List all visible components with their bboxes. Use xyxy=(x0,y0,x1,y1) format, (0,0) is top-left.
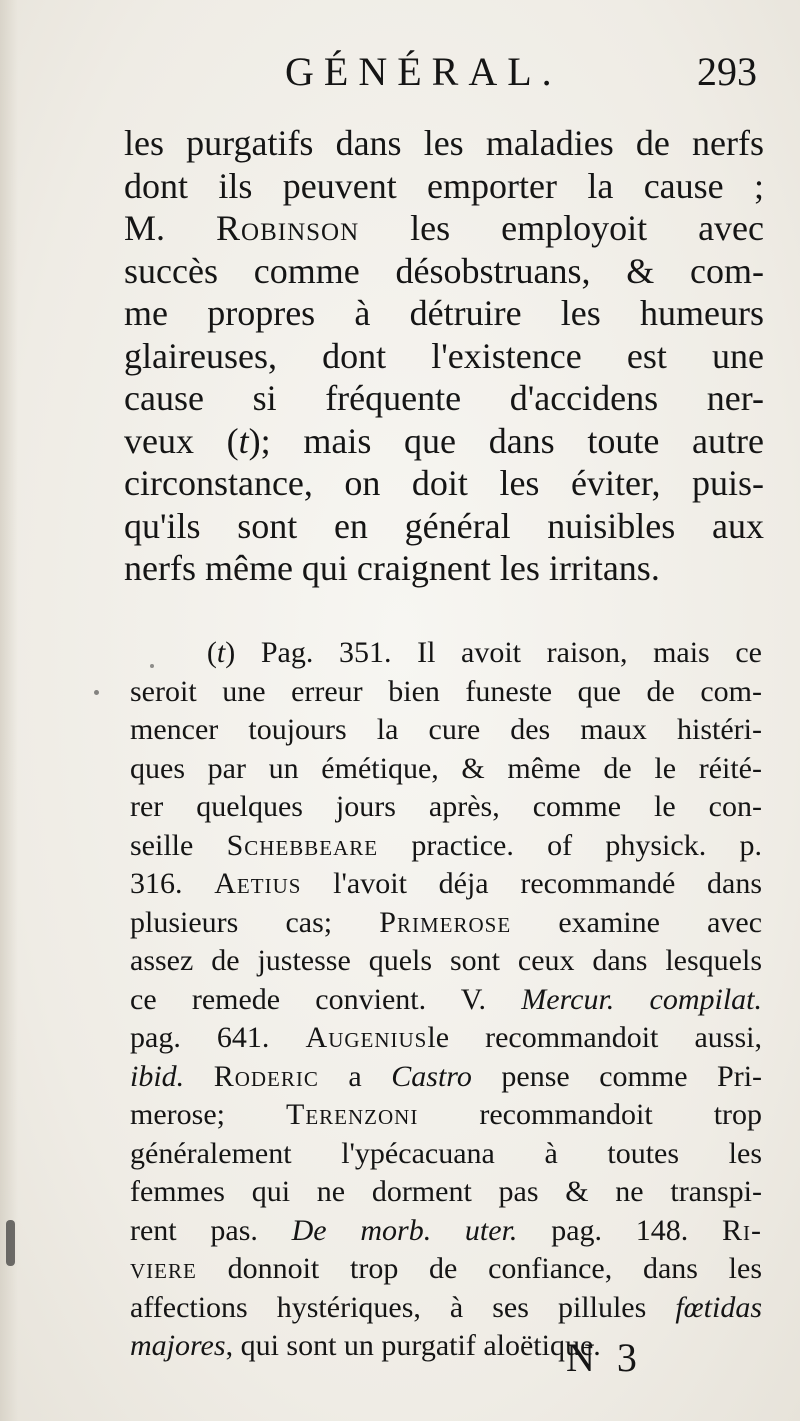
ink-speck xyxy=(6,1220,15,1266)
footnote-line: rer quelques jours après, comme le con- xyxy=(130,790,762,823)
line-text: , qui sont un purgatif aloëtique. xyxy=(225,1329,601,1362)
main-text-line xyxy=(124,420,764,463)
main-text-line: succès comme désobstruans, & com- xyxy=(124,250,764,291)
main-text-line: nerfs même qui craignent les irritans. xyxy=(124,548,660,588)
page-edge-shadow xyxy=(0,0,18,1421)
ink-speck xyxy=(94,690,99,695)
footnote-line: seroit une erreur bien funeste que de com- xyxy=(130,674,762,708)
line-text: ) xyxy=(248,420,261,461)
footnote-line: ques par un émétique, & même de le réité- xyxy=(130,751,762,785)
line-text: l'avoit déja recommandé dans xyxy=(333,867,762,900)
line-text: pense comme Pri- xyxy=(501,1059,762,1093)
author-name-italic: Castro xyxy=(391,1059,472,1093)
ink-speck xyxy=(150,664,154,668)
line-text: affections hystériques, à ses pillules xyxy=(130,1290,647,1324)
line-text: donnoit trop de confiance, dans les xyxy=(227,1252,762,1285)
footnote-line: femmes qui ne dorment pas & ne transpi- xyxy=(130,1175,762,1208)
running-title: GÉNÉRAL. xyxy=(285,49,562,94)
line-text: plusieurs cas; xyxy=(130,905,333,939)
page-number: 293 xyxy=(697,49,757,94)
line-text: les employoit avec xyxy=(410,208,764,248)
line-text: a xyxy=(348,1059,362,1093)
footnote-line: assez de justesse quels sont ceux dans lesquels xyxy=(130,944,762,977)
line-text: le recommandoit aussi, xyxy=(427,1021,762,1054)
main-text-line: circonstance, on doit les éviter, puis- xyxy=(124,463,764,503)
line-text: pag. 148. xyxy=(551,1213,689,1247)
main-text-line: glaireuses, dont l'existence est une xyxy=(124,335,764,376)
footnote-line xyxy=(130,1096,762,1135)
footnote-line xyxy=(130,1327,762,1366)
footnote-line xyxy=(130,1212,762,1251)
main-text-line: cause si fréquente d'accidens ner- xyxy=(124,378,764,418)
latin-term: majores xyxy=(130,1329,226,1362)
author-name: Schebbeare xyxy=(226,828,379,862)
citation-title: Mercur. compilat. xyxy=(521,982,762,1016)
line-text: ( xyxy=(206,636,217,669)
footnote-line: généralement l'ypécacuana à toutes les xyxy=(130,1136,762,1170)
title-prefix: M. xyxy=(124,208,166,248)
main-text-line: les purgatifs dans les maladies de nerfs xyxy=(124,123,764,163)
author-name: viere xyxy=(130,1252,197,1285)
line-text: practice. of physick. p. xyxy=(411,828,762,862)
footnote-line xyxy=(130,981,762,1020)
latin-term: fœtidas xyxy=(675,1290,762,1324)
footnote-line xyxy=(130,827,762,866)
signature-mark: N 3 xyxy=(566,1335,643,1380)
author-name: Roderic xyxy=(213,1059,319,1093)
footnote xyxy=(130,634,762,1366)
main-text-line: me propres à détruire les humeurs xyxy=(124,293,764,333)
citation-abbrev: ibid. xyxy=(130,1059,185,1093)
footnote-line xyxy=(130,634,762,673)
author-name: Terenzoni xyxy=(286,1098,419,1131)
main-text-line xyxy=(124,207,764,250)
main-text-line: qu'ils sont en général nuisibles aux xyxy=(124,505,764,546)
footnote-line xyxy=(130,1019,762,1058)
author-name: Augenius xyxy=(305,1021,428,1054)
author-name: Aetius xyxy=(214,867,302,900)
page-header xyxy=(120,42,765,102)
line-text: merose; xyxy=(130,1098,225,1131)
author-name: Ri- xyxy=(722,1213,762,1247)
footnote-line xyxy=(130,1250,762,1289)
line-text: seille xyxy=(130,828,194,862)
line-text: examine avec xyxy=(558,905,762,939)
footnote-reference: t xyxy=(238,420,249,461)
citation-title: De morb. uter. xyxy=(291,1213,518,1247)
line-text: ce remede convient. V. xyxy=(130,982,487,1016)
footnote-line xyxy=(130,1289,762,1328)
line-text: rent pas. xyxy=(130,1213,258,1247)
line-text: ) Pag. 351. Il avoit raison, mais ce xyxy=(225,636,762,669)
line-text: ; mais que dans toute autre xyxy=(260,420,764,461)
footnote-line xyxy=(130,865,762,904)
line-text: recommandoit trop xyxy=(479,1098,762,1131)
line-text: veux ( xyxy=(124,420,239,461)
main-text xyxy=(124,122,764,590)
author-name: Primerose xyxy=(379,905,512,939)
line-text: 316. xyxy=(130,867,183,900)
footnote-line: mencer toujours la cure des maux histéri- xyxy=(130,713,762,746)
author-name: Robinson xyxy=(216,208,360,248)
main-text-line: dont ils peuvent emporter la cause ; xyxy=(124,165,764,206)
line-text: pag. 641. xyxy=(130,1021,270,1054)
footnote-mark: t xyxy=(216,636,226,669)
footnote-line xyxy=(130,904,762,943)
footnote-line xyxy=(130,1058,762,1097)
